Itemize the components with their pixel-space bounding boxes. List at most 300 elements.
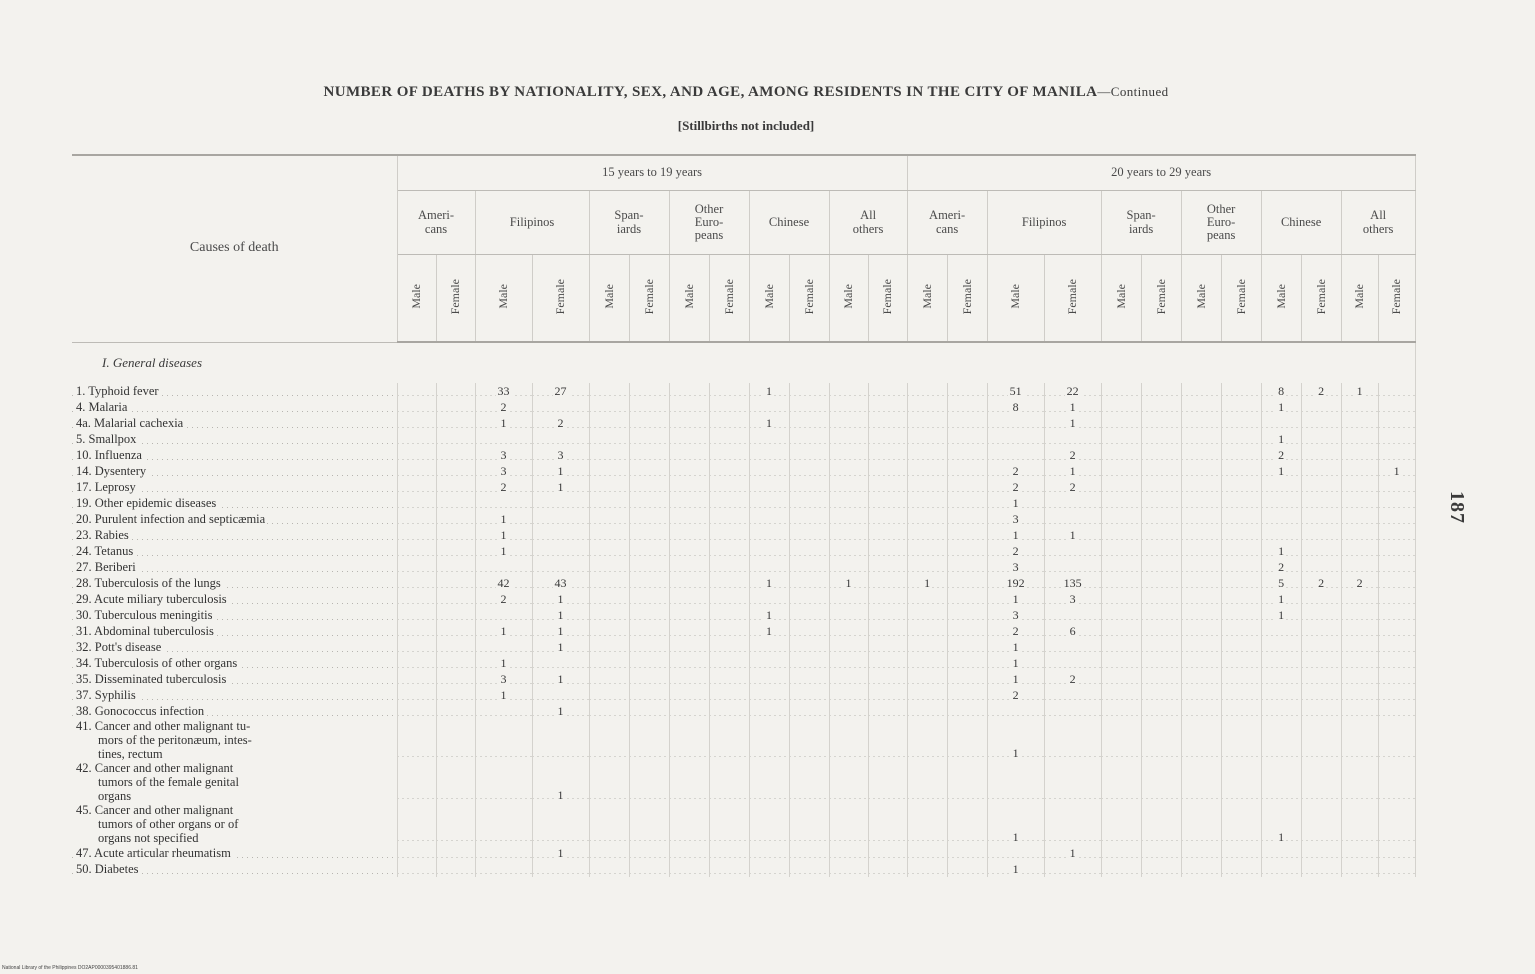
sex-label: Female xyxy=(1389,278,1404,315)
count-cell xyxy=(1341,639,1378,655)
count-cell xyxy=(1261,559,1301,575)
count-cell xyxy=(1101,591,1141,607)
page-number: 187 xyxy=(1446,491,1468,524)
count-cell xyxy=(947,671,987,687)
count-cell xyxy=(532,803,589,845)
count-cell xyxy=(1101,415,1141,431)
count-cell xyxy=(1378,591,1415,607)
count-cell xyxy=(532,845,589,861)
table-row xyxy=(72,479,1415,495)
count-cell xyxy=(397,845,436,861)
count-cell xyxy=(475,447,532,463)
count-cell xyxy=(709,639,749,655)
count-cell xyxy=(1181,527,1221,543)
count-cell xyxy=(829,719,868,761)
count-cell xyxy=(868,575,907,591)
count-cell xyxy=(629,655,669,671)
count-cell xyxy=(532,703,589,719)
count-cell xyxy=(1221,495,1261,511)
count-value: 2 xyxy=(1278,448,1285,462)
count-cell xyxy=(1044,463,1101,479)
count-cell xyxy=(1378,703,1415,719)
count-cell xyxy=(749,495,789,511)
count-cell xyxy=(789,575,829,591)
count-cell xyxy=(1221,861,1261,877)
count-cell xyxy=(987,415,1044,431)
count-cell xyxy=(709,447,749,463)
cause-of-death xyxy=(72,639,397,655)
table-row xyxy=(72,719,1415,761)
table-row xyxy=(72,761,1415,803)
count-cell xyxy=(436,703,475,719)
count-cell xyxy=(789,687,829,703)
count-value: 1 xyxy=(500,512,507,526)
count-cell xyxy=(749,479,789,495)
count-cell xyxy=(1301,719,1341,761)
count-cell xyxy=(1044,495,1101,511)
table-row xyxy=(72,607,1415,623)
sex-label: Female xyxy=(1153,278,1168,315)
count-cell xyxy=(947,845,987,861)
count-cell xyxy=(1141,671,1181,687)
count-cell xyxy=(829,845,868,861)
cause-line: mors of the peritonæum, intes- xyxy=(76,733,394,747)
count-cell xyxy=(1261,719,1301,761)
count-cell xyxy=(789,527,829,543)
nationality-header: Span- iards xyxy=(1101,191,1181,255)
count-cell xyxy=(829,431,868,447)
count-cell xyxy=(1101,543,1141,559)
count-cell xyxy=(1181,431,1221,447)
sex-header xyxy=(1221,255,1261,343)
count-cell xyxy=(1341,511,1378,527)
count-value: 2 xyxy=(1012,544,1019,558)
count-cell xyxy=(907,431,947,447)
cause-line: tines, rectum xyxy=(76,747,394,761)
count-value: 3 xyxy=(1012,512,1019,526)
count-cell xyxy=(1181,399,1221,415)
count-cell xyxy=(1378,607,1415,623)
count-value: 1 xyxy=(557,624,564,638)
count-cell xyxy=(1101,639,1141,655)
count-cell xyxy=(749,591,789,607)
count-cell xyxy=(1221,383,1261,399)
count-cell xyxy=(475,591,532,607)
count-cell xyxy=(1261,671,1301,687)
count-cell xyxy=(1261,591,1301,607)
count-cell xyxy=(629,527,669,543)
count-cell xyxy=(829,463,868,479)
count-cell xyxy=(397,415,436,431)
count-cell xyxy=(947,719,987,761)
count-cell xyxy=(749,803,789,845)
count-cell xyxy=(436,687,475,703)
count-cell xyxy=(1181,671,1221,687)
count-cell xyxy=(868,719,907,761)
count-cell xyxy=(589,447,629,463)
count-cell xyxy=(669,431,709,447)
count-value: 1 xyxy=(1012,592,1019,606)
count-cell xyxy=(1181,575,1221,591)
count-cell xyxy=(1341,383,1378,399)
count-cell xyxy=(1101,575,1141,591)
count-cell xyxy=(397,399,436,415)
sex-label: Female xyxy=(721,278,736,315)
count-cell xyxy=(1301,447,1341,463)
count-cell xyxy=(1044,559,1101,575)
count-cell xyxy=(436,479,475,495)
cause-of-death xyxy=(72,495,397,511)
count-cell xyxy=(829,639,868,655)
count-cell xyxy=(475,639,532,655)
count-cell xyxy=(475,559,532,575)
count-cell xyxy=(1301,623,1341,639)
count-cell xyxy=(589,655,629,671)
cause-label: 5. Smallpox xyxy=(76,432,137,446)
count-cell xyxy=(1044,399,1101,415)
count-cell xyxy=(436,639,475,655)
count-cell xyxy=(1261,803,1301,845)
count-cell xyxy=(789,803,829,845)
count-cell xyxy=(709,803,749,845)
count-cell xyxy=(1378,639,1415,655)
count-cell xyxy=(1301,655,1341,671)
count-cell xyxy=(532,655,589,671)
count-cell xyxy=(709,463,749,479)
count-value: 1 xyxy=(500,688,507,702)
count-cell xyxy=(1301,639,1341,655)
count-cell xyxy=(1141,415,1181,431)
count-cell xyxy=(987,845,1044,861)
count-cell xyxy=(436,527,475,543)
count-cell xyxy=(1181,655,1221,671)
count-cell xyxy=(589,861,629,877)
count-value: 2 xyxy=(1356,576,1363,590)
count-cell xyxy=(947,447,987,463)
count-cell xyxy=(789,383,829,399)
count-value: 1 xyxy=(1278,432,1285,446)
count-cell xyxy=(1378,543,1415,559)
sex-label: Male xyxy=(1193,284,1208,309)
sex-label: Male xyxy=(761,284,776,309)
count-cell xyxy=(1221,803,1261,845)
sex-header xyxy=(1181,255,1221,343)
count-cell xyxy=(436,719,475,761)
count-cell xyxy=(436,671,475,687)
count-cell xyxy=(1181,415,1221,431)
count-cell xyxy=(1378,687,1415,703)
cause-label: 28. Tuberculosis of the lungs xyxy=(76,576,221,590)
count-cell xyxy=(829,703,868,719)
count-cell xyxy=(789,399,829,415)
count-cell xyxy=(436,761,475,803)
count-cell xyxy=(1261,687,1301,703)
count-value: 1 xyxy=(557,608,564,622)
count-cell xyxy=(397,655,436,671)
count-cell xyxy=(475,761,532,803)
nationality-header: Filipinos xyxy=(987,191,1101,255)
count-cell xyxy=(1141,447,1181,463)
count-value: 27 xyxy=(554,384,567,398)
count-cell xyxy=(436,431,475,447)
cause-line: 45. Cancer and other malignant xyxy=(76,803,394,817)
count-cell xyxy=(1341,655,1378,671)
count-cell xyxy=(532,463,589,479)
count-cell xyxy=(829,527,868,543)
table-title xyxy=(0,84,1492,101)
count-cell xyxy=(669,575,709,591)
count-cell xyxy=(1221,719,1261,761)
count-cell xyxy=(868,511,907,527)
count-cell xyxy=(475,655,532,671)
count-value: 1 xyxy=(1278,608,1285,622)
nationality-header: Span- iards xyxy=(589,191,669,255)
count-cell xyxy=(829,559,868,575)
count-cell xyxy=(868,495,907,511)
count-cell xyxy=(1101,845,1141,861)
count-cell xyxy=(1341,527,1378,543)
count-cell xyxy=(1378,761,1415,803)
count-value: 1 xyxy=(557,592,564,606)
count-value: 51 xyxy=(1009,384,1022,398)
count-cell xyxy=(1141,607,1181,623)
count-value: 2 xyxy=(1318,576,1325,590)
count-cell xyxy=(709,655,749,671)
count-cell xyxy=(709,623,749,639)
count-value: 1 xyxy=(557,464,564,478)
count-cell xyxy=(1101,687,1141,703)
sex-header xyxy=(749,255,789,343)
count-cell xyxy=(475,463,532,479)
count-cell xyxy=(868,671,907,687)
sex-header xyxy=(1301,255,1341,343)
count-cell xyxy=(868,447,907,463)
count-cell xyxy=(1301,803,1341,845)
count-value: 1 xyxy=(1012,862,1019,876)
count-cell xyxy=(789,703,829,719)
count-cell xyxy=(947,543,987,559)
count-cell xyxy=(709,543,749,559)
count-cell xyxy=(1378,511,1415,527)
sex-label: Female xyxy=(1065,278,1080,315)
count-cell xyxy=(532,527,589,543)
count-cell xyxy=(436,543,475,559)
sex-label: Male xyxy=(681,284,696,309)
sex-header xyxy=(1378,255,1415,343)
count-cell xyxy=(669,607,709,623)
count-value: 1 xyxy=(1278,830,1285,844)
cause-of-death xyxy=(72,543,397,559)
count-cell xyxy=(532,719,589,761)
count-cell xyxy=(789,761,829,803)
count-cell xyxy=(1181,607,1221,623)
count-cell xyxy=(1221,607,1261,623)
count-cell xyxy=(1101,703,1141,719)
count-cell xyxy=(709,671,749,687)
count-cell xyxy=(947,431,987,447)
count-cell xyxy=(1221,479,1261,495)
count-cell xyxy=(1181,687,1221,703)
count-value: 5 xyxy=(1278,576,1285,590)
count-cell xyxy=(1378,527,1415,543)
count-cell xyxy=(1341,447,1378,463)
count-cell xyxy=(532,687,589,703)
count-cell xyxy=(789,591,829,607)
count-cell xyxy=(629,383,669,399)
sex-label: Male xyxy=(841,284,856,309)
count-cell xyxy=(749,447,789,463)
count-cell xyxy=(987,495,1044,511)
count-cell xyxy=(1341,495,1378,511)
count-cell xyxy=(709,845,749,861)
count-value: 1 xyxy=(1069,846,1076,860)
count-cell xyxy=(1341,399,1378,415)
count-cell xyxy=(987,479,1044,495)
count-cell xyxy=(1101,861,1141,877)
count-cell xyxy=(789,861,829,877)
count-cell xyxy=(829,575,868,591)
count-cell xyxy=(397,495,436,511)
count-cell xyxy=(475,495,532,511)
count-value: 6 xyxy=(1069,624,1076,638)
count-value: 1 xyxy=(557,788,564,802)
count-cell xyxy=(1181,559,1221,575)
count-cell xyxy=(669,639,709,655)
count-cell xyxy=(397,687,436,703)
count-cell xyxy=(907,479,947,495)
count-value: 2 xyxy=(1012,688,1019,702)
count-cell xyxy=(589,639,629,655)
count-cell xyxy=(907,543,947,559)
count-cell xyxy=(436,655,475,671)
count-cell xyxy=(709,383,749,399)
cause-label: 20. Purulent infection and septicæmia xyxy=(76,512,266,526)
count-cell xyxy=(1141,719,1181,761)
count-cell xyxy=(1101,559,1141,575)
count-cell xyxy=(709,511,749,527)
table-row xyxy=(72,431,1415,447)
count-cell xyxy=(749,431,789,447)
count-cell xyxy=(789,671,829,687)
count-cell xyxy=(868,655,907,671)
count-cell xyxy=(709,607,749,623)
count-cell xyxy=(629,803,669,845)
count-cell xyxy=(947,655,987,671)
count-cell xyxy=(987,575,1044,591)
count-cell xyxy=(868,399,907,415)
count-value: 1 xyxy=(1278,400,1285,414)
count-cell xyxy=(789,415,829,431)
count-cell xyxy=(709,399,749,415)
table-row xyxy=(72,559,1415,575)
count-cell xyxy=(1101,479,1141,495)
count-value: 1 xyxy=(557,672,564,686)
table-row xyxy=(72,591,1415,607)
count-cell xyxy=(436,803,475,845)
count-value: 1 xyxy=(766,576,772,590)
count-cell xyxy=(789,431,829,447)
count-cell xyxy=(629,559,669,575)
count-cell xyxy=(789,623,829,639)
count-cell xyxy=(1181,383,1221,399)
table-row xyxy=(72,845,1415,861)
count-cell xyxy=(987,719,1044,761)
sex-label: Male xyxy=(409,284,424,309)
count-cell xyxy=(987,861,1044,877)
sex-header xyxy=(987,255,1044,343)
count-cell xyxy=(868,703,907,719)
age-group-header: 15 years to 19 years xyxy=(397,155,907,191)
count-cell xyxy=(1221,845,1261,861)
sex-header xyxy=(789,255,829,343)
count-cell xyxy=(829,655,868,671)
count-cell xyxy=(1341,803,1378,845)
count-value: 1 xyxy=(500,416,507,430)
count-cell xyxy=(907,803,947,845)
count-cell xyxy=(1378,861,1415,877)
count-cell xyxy=(1141,495,1181,511)
count-cell xyxy=(868,639,907,655)
count-cell xyxy=(789,511,829,527)
count-cell xyxy=(1341,479,1378,495)
count-cell xyxy=(907,703,947,719)
count-cell xyxy=(532,399,589,415)
count-cell xyxy=(907,463,947,479)
count-value: 1 xyxy=(1069,416,1076,430)
count-cell xyxy=(1341,623,1378,639)
count-cell xyxy=(907,639,947,655)
count-cell xyxy=(947,383,987,399)
count-cell xyxy=(1378,845,1415,861)
count-cell xyxy=(1261,543,1301,559)
count-cell xyxy=(669,399,709,415)
cause-label: 17. Leprosy xyxy=(76,480,136,494)
sex-label: Female xyxy=(448,278,463,315)
count-cell xyxy=(1141,431,1181,447)
count-cell xyxy=(629,447,669,463)
count-cell xyxy=(987,623,1044,639)
sex-header xyxy=(669,255,709,343)
cause-of-death xyxy=(72,559,397,575)
count-cell xyxy=(947,527,987,543)
count-cell xyxy=(1141,527,1181,543)
cause-of-death xyxy=(72,575,397,591)
count-value: 3 xyxy=(1069,592,1076,606)
count-cell xyxy=(1044,447,1101,463)
count-cell xyxy=(589,575,629,591)
count-cell xyxy=(669,559,709,575)
count-cell xyxy=(907,861,947,877)
count-cell xyxy=(669,495,709,511)
sex-label: Male xyxy=(601,284,616,309)
count-cell xyxy=(1301,591,1341,607)
sex-label: Female xyxy=(880,278,895,315)
count-cell xyxy=(987,543,1044,559)
count-cell xyxy=(749,845,789,861)
count-cell xyxy=(1221,527,1261,543)
nationality-header: All others xyxy=(829,191,907,255)
count-cell xyxy=(1341,845,1378,861)
nationality-header: Filipinos xyxy=(475,191,589,255)
count-cell xyxy=(1261,479,1301,495)
count-cell xyxy=(749,399,789,415)
cause-of-death xyxy=(72,761,397,803)
sex-header xyxy=(1261,255,1301,343)
sex-label: Female xyxy=(1313,278,1328,315)
count-cell xyxy=(475,527,532,543)
count-cell xyxy=(532,861,589,877)
count-cell xyxy=(1044,575,1101,591)
